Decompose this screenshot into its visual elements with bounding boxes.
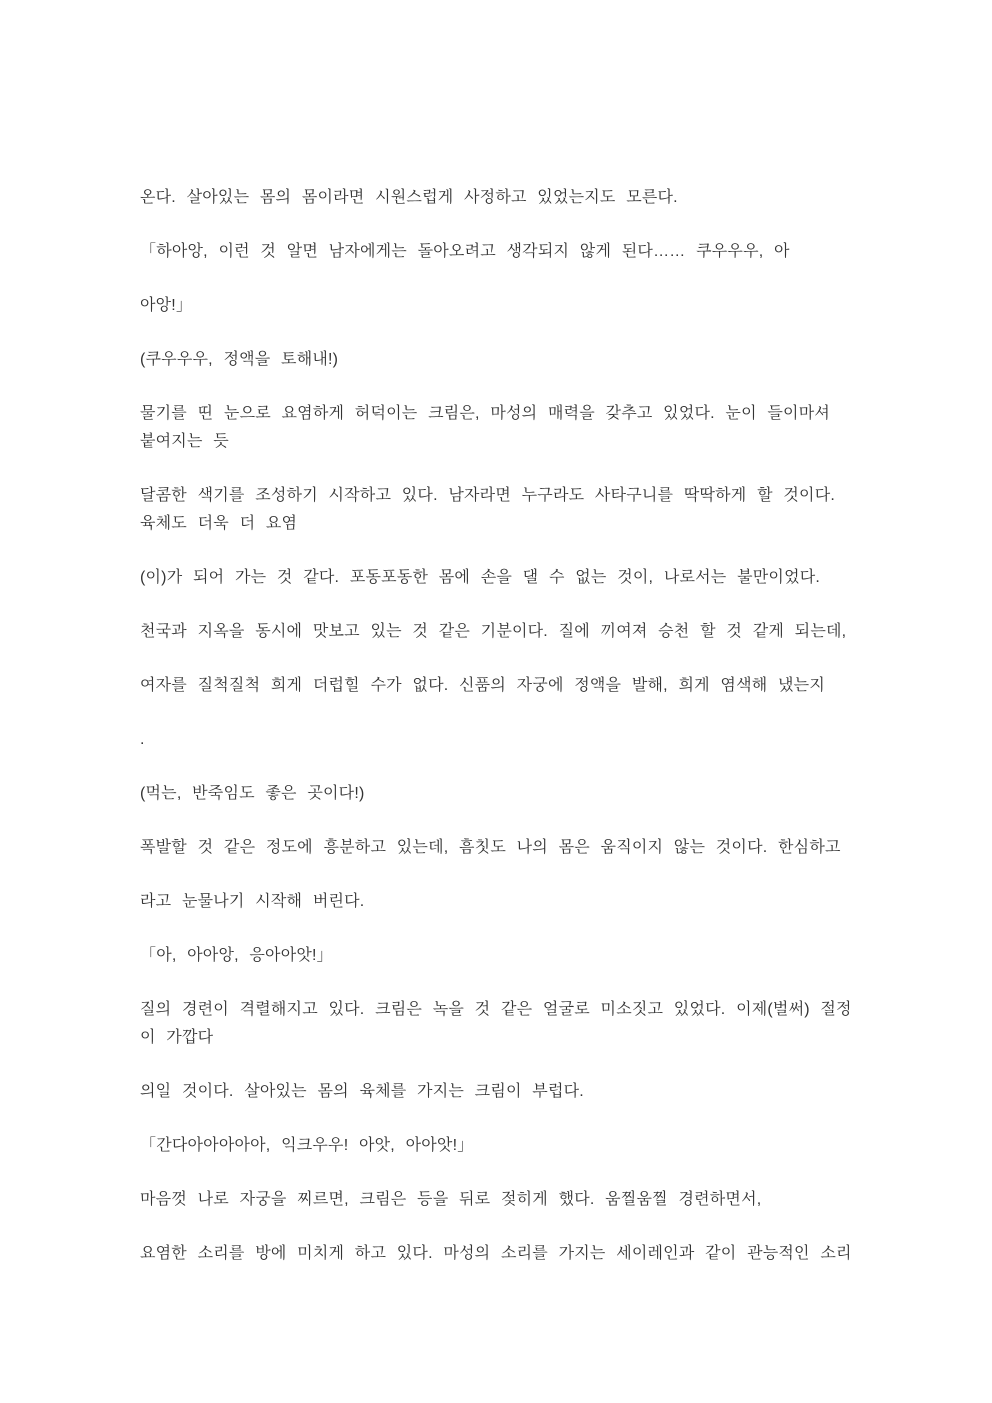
text-line: 라고 눈물나기 시작해 버린다. <box>140 893 365 910</box>
text-line: 이 가깝다 <box>140 1029 214 1046</box>
text-line: 붙여지는 듯 <box>140 433 229 450</box>
text-line: 의일 것이다. 살아있는 몸의 육체를 가지는 크림이 부럽다. <box>140 1083 584 1100</box>
paragraph <box>140 942 864 970</box>
paragraph <box>140 672 864 700</box>
text-line: 「아, 아아앙, 응아아앗!」 <box>140 947 333 964</box>
paragraph <box>140 996 864 1052</box>
text-line: 「간다아아아아아, 익크우우! 아앗, 아아앗!」 <box>140 1137 474 1154</box>
paragraph <box>140 400 864 456</box>
text-line: 달콤한 색기를 조성하기 시작하고 있다. 남자라면 누구라도 사타구니를 딱딱하게 할 것이다. <box>140 487 836 504</box>
paragraph <box>140 726 864 754</box>
text-line: 천국과 지옥을 동시에 맛보고 있는 것 같은 기분이다. 질에 끼여져 승천 할 것 같게 되는데, <box>140 623 847 640</box>
text-line: (이)가 되어 가는 것 같다. 포동포동한 몸에 손을 댈 수 없는 것이, 나로서는 불만이었다. <box>140 569 821 586</box>
text-line: 아앙!」 <box>140 297 193 314</box>
paragraph <box>140 834 864 862</box>
paragraph <box>140 888 864 916</box>
text-line: 여자를 질척질척 희게 더럽힐 수가 없다. 신품의 자궁에 정액을 발해, 희게 염색해 냈는지 <box>140 677 825 694</box>
paragraph <box>140 1240 864 1268</box>
text-line: (쿠우우우, 정액을 토해내!) <box>140 351 339 368</box>
text-line: . <box>140 731 145 748</box>
paragraph <box>140 1132 864 1160</box>
paragraph <box>140 346 864 374</box>
text-line: 마음껏 나로 자궁을 찌르면, 크림은 등을 뒤로 젖히게 했다. 움찔움찔 경련하면서, <box>140 1191 762 1208</box>
paragraph <box>140 1078 864 1106</box>
text-line: (먹는, 반죽임도 좋은 곳이다!) <box>140 785 365 802</box>
paragraph <box>140 618 864 646</box>
text-line: 온다. 살아있는 몸의 몸이라면 시원스럽게 사정하고 있었는지도 모른다. <box>140 189 678 206</box>
text-line: 물기를 띤 눈으로 요염하게 허덕이는 크림은, 마성의 매력을 갖추고 있었다. 눈이 들이마셔 <box>140 405 831 422</box>
document-body <box>140 184 864 1268</box>
text-line: 「하아앙, 이런 것 알면 남자에게는 돌아오려고 생각되지 않게 된다…… 쿠우우우, 아 <box>140 243 790 260</box>
paragraph <box>140 184 864 212</box>
paragraph <box>140 292 864 320</box>
text-line: 질의 경련이 격렬해지고 있다. 크림은 녹을 것 같은 얼굴로 미소짓고 있었다. 이제(벌써) 절정 <box>140 1001 852 1018</box>
paragraph <box>140 482 864 538</box>
paragraph <box>140 780 864 808</box>
text-line: 요염한 소리를 방에 미치게 하고 있다. 마성의 소리를 가지는 세이레인과 같이 관능적인 소리 <box>140 1245 852 1262</box>
paragraph <box>140 564 864 592</box>
paragraph <box>140 238 864 266</box>
text-line: 육체도 더욱 더 요염 <box>140 515 298 532</box>
text-line: 폭발할 것 같은 정도에 흥분하고 있는데, 흠칫도 나의 몸은 움직이지 않는 것이다. 한심하고 <box>140 839 841 856</box>
paragraph <box>140 1186 864 1214</box>
